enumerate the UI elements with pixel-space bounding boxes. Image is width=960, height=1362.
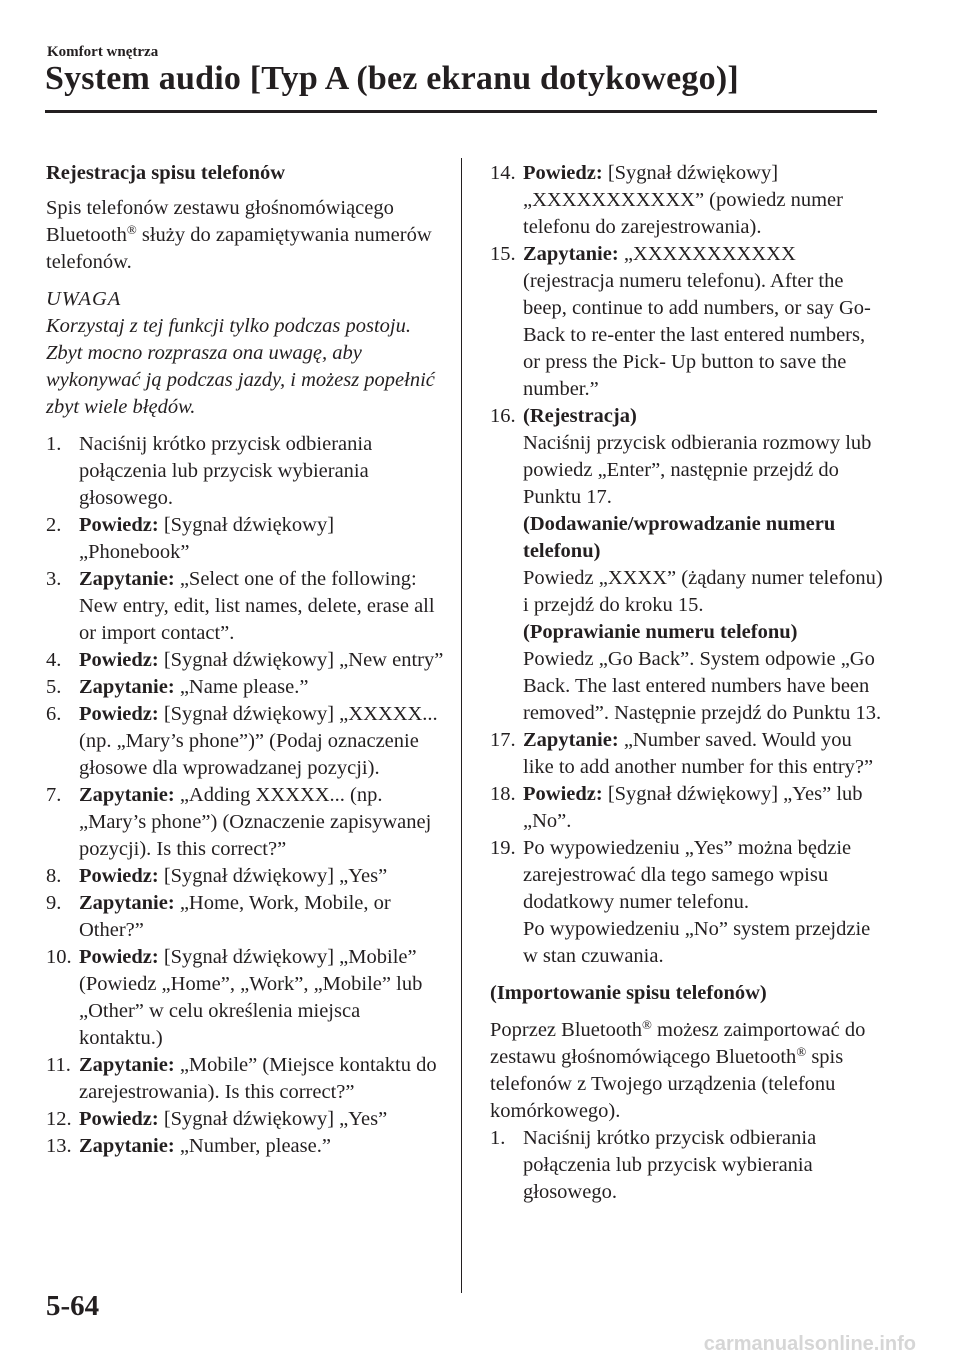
step-16-heading-1: (Rejestracja) <box>523 405 637 427</box>
step-text: [Sygnał dźwiękowy] „XXXXXXXXXXX” (powiedz numer telefonu do zarejestrowania). <box>523 162 843 238</box>
step-number: 10. <box>46 946 72 968</box>
import-step-list <box>490 1125 885 1206</box>
step-text: „XXXXXXXXXXX (rejestracja numeru telefonu). After the beep, continue to add numbers, or say Go-Back to re-enter the last entered numbers, or press the Pick- Up button to save the number.” <box>523 243 871 400</box>
step-keyword: Zapytanie: <box>79 784 175 806</box>
step-text: [Sygnał dźwiękowy] „Yes” lub „No”. <box>523 783 863 832</box>
step-number: 19. <box>490 837 516 859</box>
step-text: [Sygnał dźwiękowy] „Yes” <box>158 1108 388 1130</box>
step-number: 8. <box>46 865 62 887</box>
step-16 <box>490 403 885 727</box>
step-keyword: Zapytanie: <box>523 243 619 265</box>
step-item <box>46 431 446 512</box>
import-subheading: (Importowanie spisu telefonów) <box>490 982 767 1004</box>
step-item <box>490 727 885 781</box>
step-text: „Number, please.” <box>174 1135 331 1157</box>
right-step-list-a <box>490 160 885 403</box>
step-item <box>490 781 885 835</box>
watermark: carmanualsonline.info <box>703 1333 916 1355</box>
step-item <box>46 566 446 647</box>
step-item <box>490 160 885 241</box>
step-number: 9. <box>46 892 62 914</box>
step-item <box>46 647 446 674</box>
step-number: 11. <box>46 1054 71 1076</box>
step-number: 2. <box>46 514 62 536</box>
step-16-text-3: Powiedz „Go Back”. System odpowie „Go Back. The last entered numbers have been removed”. Następnie przejdź do Punktu 13. <box>523 648 882 724</box>
step-number: 16. <box>490 405 516 427</box>
import-paragraph <box>490 1017 885 1125</box>
step-16-heading-3: (Poprawianie numeru telefonu) <box>523 621 798 643</box>
step-number: 7. <box>46 784 62 806</box>
step-item <box>46 863 446 890</box>
import-text-a: Poprzez Bluetooth <box>490 1019 643 1041</box>
note-text: Korzystaj z tej funkcji tylko podczas postoju. Zbyt mocno rozprasza ona uwagę, aby wykonywać ją podczas jazdy, i możesz popełnić zbyt wiele błędów. <box>46 315 435 418</box>
step-item <box>46 782 446 863</box>
step-keyword: Powiedz: <box>79 514 159 536</box>
page-number: 5-64 <box>46 1290 100 1322</box>
step-number: 14. <box>490 162 516 184</box>
step-number: 4. <box>46 649 62 671</box>
step-text: [Sygnał dźwiękowy] „Mobile” (Powiedz „Home”, „Work”, „Mobile” lub „Other” w celu określenia miejsca kontaktu.) <box>79 946 423 1049</box>
note-heading: UWAGA <box>46 288 122 310</box>
step-text: „Home, Work, Mobile, or Other?” <box>79 892 391 941</box>
step-number: 1. <box>46 433 62 455</box>
intro-text-a: Spis telefonów zestawu głośnomówiącego Bluetooth <box>46 197 394 246</box>
step-number: 12. <box>46 1108 72 1130</box>
step-text: „Mobile” (Miejsce kontaktu do zarejestrowania). Is this correct?” <box>79 1054 437 1103</box>
step-keyword: Powiedz: <box>79 1108 159 1130</box>
registered-mark: ® <box>796 1044 807 1059</box>
registered-mark: ® <box>126 222 137 237</box>
step-number: 1. <box>490 1127 506 1149</box>
step-item <box>490 241 885 403</box>
step-item <box>46 701 446 782</box>
import-text-c: spis telefonów z Twojego urządzenia (telefonu komórkowego). <box>490 1046 844 1122</box>
step-keyword: Powiedz: <box>79 703 159 725</box>
import-step-1 <box>490 1125 885 1206</box>
step-text: Naciśnij krótko przycisk odbierania połączenia lub przycisk wybierania głosowego. <box>79 433 373 509</box>
section-label: Komfort wnętrza <box>47 44 159 60</box>
step-item <box>46 1133 446 1160</box>
step-text: „Select one of the following: New entry, edit, list names, delete, erase all or import contact”. <box>79 568 435 644</box>
registered-mark: ® <box>642 1017 652 1032</box>
step-number: 17. <box>490 729 516 751</box>
header-divider <box>45 110 877 113</box>
step-number: 18. <box>490 783 516 805</box>
column-divider <box>461 158 462 1293</box>
step-item <box>46 944 446 1052</box>
step-item <box>46 890 446 944</box>
step-item <box>46 512 446 566</box>
step-keyword: Powiedz: <box>79 946 159 968</box>
step-number: 15. <box>490 243 516 265</box>
section-subheading: Rejestracja spisu telefonów <box>46 162 286 184</box>
step-16-text-2: Powiedz „XXXX” (żądany numer telefonu) i przejdź do kroku 15. <box>523 567 883 616</box>
step-16-list <box>490 403 885 727</box>
step-text: [Sygnał dźwiękowy] „XXXXX... (np. „Mary’s phone”)” (Podaj oznaczenie głosowe dla wprowadzanej pozycji). <box>79 703 438 779</box>
step-number: 5. <box>46 676 62 698</box>
step-19-list <box>490 835 885 970</box>
right-column <box>490 160 885 1216</box>
step-19 <box>490 835 885 970</box>
step-text: [Sygnał dźwiękowy] „Phonebook” <box>79 514 335 563</box>
step-keyword: Zapytanie: <box>79 892 175 914</box>
step-item <box>46 674 446 701</box>
step-number: 13. <box>46 1135 72 1157</box>
left-step-list <box>46 431 446 1160</box>
step-keyword: Powiedz: <box>523 783 603 805</box>
intro-text-b: służy do zapamiętywania numerów telefonów. <box>46 224 432 273</box>
step-number: 3. <box>46 568 62 590</box>
step-item <box>46 1052 446 1106</box>
step-text: „Name please.” <box>174 676 309 698</box>
step-item <box>46 1106 446 1133</box>
step-16-heading-2: (Dodawanie/wprowadzanie numeru telefonu) <box>523 513 836 562</box>
step-text: „Adding XXXXX... (np. „Mary’s phone”) (Oznaczenie zapisywanej pozycji). Is this correct?” <box>79 784 432 860</box>
step-19-text-2: Po wypowiedzeniu „No” system przejdzie w stan czuwania. <box>523 918 871 967</box>
step-16-text-1: Naciśnij przycisk odbierania rozmowy lub powiedz „Enter”, następnie przejdź do Punktu 17. <box>523 432 872 508</box>
step-keyword: Zapytanie: <box>79 568 175 590</box>
step-19-text-1: Po wypowiedzeniu „Yes” można będzie zarejestrować dla tego samego wpisu dodatkowy numer telefonu. <box>523 837 852 913</box>
step-number: 6. <box>46 703 62 725</box>
step-keyword: Powiedz: <box>523 162 603 184</box>
step-keyword: Zapytanie: <box>523 729 619 751</box>
step-keyword: Powiedz: <box>79 865 159 887</box>
step-keyword: Zapytanie: <box>79 676 175 698</box>
step-keyword: Zapytanie: <box>79 1054 175 1076</box>
step-text: Naciśnij krótko przycisk odbierania połączenia lub przycisk wybierania głosowego. <box>523 1127 817 1203</box>
left-column <box>46 160 446 1170</box>
step-text: [Sygnał dźwiękowy] „New entry” <box>158 649 444 671</box>
step-text: „Number saved. Would you like to add another number for this entry?” <box>523 729 874 778</box>
import-text-b: możesz zaimportować do zestawu głośnomówiącego Bluetooth <box>490 1019 866 1068</box>
intro-paragraph <box>46 195 446 276</box>
step-keyword: Powiedz: <box>79 649 159 671</box>
page-title: System audio [Typ A (bez ekranu dotykowego)] <box>45 60 739 97</box>
step-text: [Sygnał dźwiękowy] „Yes” <box>158 865 388 887</box>
right-step-list-b <box>490 727 885 835</box>
step-keyword: Zapytanie: <box>79 1135 175 1157</box>
